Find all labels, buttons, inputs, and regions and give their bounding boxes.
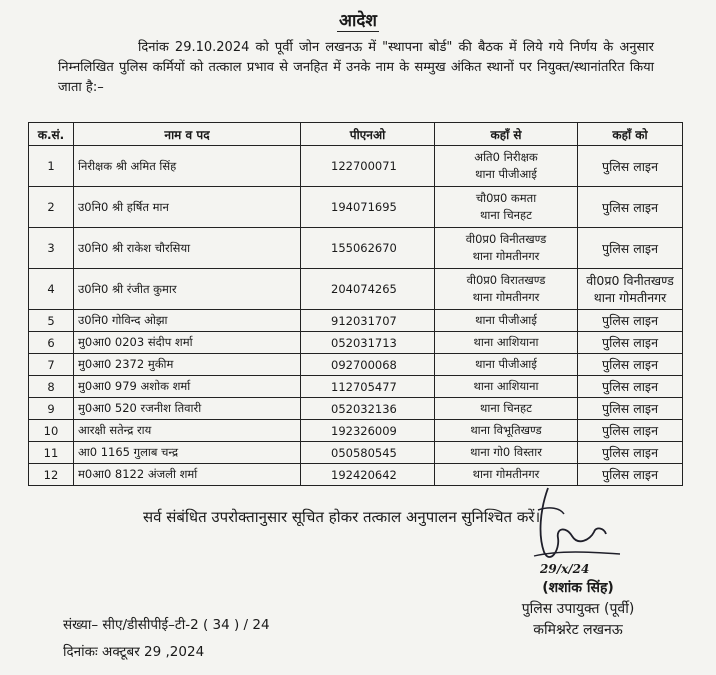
cell-to-line: पुलिस लाइन bbox=[601, 379, 659, 394]
cell-name-post: आरक्षी सतेन्द्र राय bbox=[74, 420, 301, 442]
reference-date: दिनांकः अक्टूबर 29 ,2024 bbox=[63, 644, 205, 660]
cell-to bbox=[578, 228, 683, 269]
officer-name: (शशांक सिंह) bbox=[542, 580, 614, 596]
cell-from-line: थाना गोमतीनगर bbox=[472, 249, 540, 263]
cell-to bbox=[578, 332, 683, 354]
cell-pno: 204074265 bbox=[301, 269, 435, 310]
table-row bbox=[29, 376, 683, 398]
order-heading: आदेश bbox=[339, 11, 377, 31]
cell-pno: 912031707 bbox=[301, 310, 435, 332]
cell-to-line: पुलिस लाइन bbox=[601, 199, 659, 215]
cell-from-line: वी0प्र0 विनीतखण्ड bbox=[465, 232, 547, 246]
cell-to-line: पुलिस लाइन bbox=[601, 240, 659, 256]
cell-name-post: उ0नि0 गोविन्द ओझा bbox=[74, 310, 301, 332]
cell-serial: 6 bbox=[29, 332, 74, 354]
cell-from-line: थाना गोमतीनगर bbox=[472, 467, 540, 481]
cell-serial: 5 bbox=[29, 310, 74, 332]
cell-name-post: मु0आ0 0203 संदीप शर्मा bbox=[74, 332, 301, 354]
table-row bbox=[29, 187, 683, 228]
table-row bbox=[29, 398, 683, 420]
cell-from-line: थाना विभूतिखण्ड bbox=[470, 423, 542, 437]
cell-from bbox=[435, 187, 578, 228]
cell-from-line: अति0 निरीक्षक bbox=[474, 150, 538, 164]
cell-from-line: वी0प्र0 विरातखण्ड bbox=[466, 273, 546, 287]
cell-to-line: पुलिस लाइन bbox=[601, 445, 659, 460]
cell-from-line: थाना गो0 विस्तार bbox=[470, 445, 542, 459]
cell-pno: 122700071 bbox=[301, 146, 435, 187]
cell-from bbox=[435, 398, 578, 420]
cell-name-post: निरीक्षक श्री अमित सिंह bbox=[74, 146, 301, 187]
officer-designation: पुलिस उपायुक्त (पूर्वी) bbox=[521, 601, 635, 617]
cell-from bbox=[435, 228, 578, 269]
cell-name-post: उ0नि0 श्री रंजीत कुमार bbox=[74, 269, 301, 310]
cell-to bbox=[578, 442, 683, 464]
cell-serial: 3 bbox=[29, 228, 74, 269]
cell-pno: 192420642 bbox=[301, 464, 435, 486]
cell-to bbox=[578, 398, 683, 420]
header-to: कहाँ को bbox=[578, 123, 683, 146]
table-row bbox=[29, 269, 683, 310]
cell-name-post: म0आ0 8122 अंजली शर्मा bbox=[74, 464, 301, 486]
cell-serial: 10 bbox=[29, 420, 74, 442]
cell-to-line: पुलिस लाइन bbox=[601, 357, 659, 372]
cell-serial: 7 bbox=[29, 354, 74, 376]
cell-pno: 194071695 bbox=[301, 187, 435, 228]
cell-from bbox=[435, 269, 578, 310]
cell-to bbox=[578, 269, 683, 310]
reference-block bbox=[63, 612, 270, 666]
cell-from bbox=[435, 332, 578, 354]
cell-from bbox=[435, 354, 578, 376]
cell-from bbox=[435, 442, 578, 464]
header-serial: क.सं. bbox=[29, 123, 74, 146]
cell-to-line: पुलिस लाइन bbox=[601, 158, 659, 174]
cell-serial: 4 bbox=[29, 269, 74, 310]
cell-pno: 155062670 bbox=[301, 228, 435, 269]
header-from: कहाँ से bbox=[435, 123, 578, 146]
cell-to-line: पुलिस लाइन bbox=[601, 467, 659, 482]
cell-serial: 9 bbox=[29, 398, 74, 420]
table-row bbox=[29, 420, 683, 442]
cell-pno: 052031713 bbox=[301, 332, 435, 354]
cell-serial: 12 bbox=[29, 464, 74, 486]
cell-to-line: पुलिस लाइन bbox=[601, 313, 659, 328]
cell-to-line: पुलिस लाइन bbox=[601, 423, 659, 438]
cell-pno: 112705477 bbox=[301, 376, 435, 398]
cell-pno: 092700068 bbox=[301, 354, 435, 376]
closing-instruction: सर्व संबंधित उपरोक्तानुसार सूचित होकर तत्काल अनुपालन सुनिश्चित करें। bbox=[143, 508, 541, 526]
cell-serial: 2 bbox=[29, 187, 74, 228]
cell-from-line: थाना पीजीआई bbox=[475, 313, 537, 327]
order-intro-paragraph: दिनांक 29.10.2024 को पूर्वी जोन लखनऊ में "स्थापना बोर्ड" की बैठक में लिये गये निर्णय के अनुसार निम्नलिखित पुलिस कर्मियों को तत्काल प्रभाव से जनहित में उनके नाम के सम्मुख अंकित स्थानों पर नियुक्त/स्थानांतरित किया जाता है:– bbox=[58, 40, 654, 95]
cell-from bbox=[435, 310, 578, 332]
cell-to bbox=[578, 420, 683, 442]
cell-to bbox=[578, 310, 683, 332]
cell-pno: 050580545 bbox=[301, 442, 435, 464]
cell-serial: 11 bbox=[29, 442, 74, 464]
cell-name-post: मु0आ0 2372 मुकीम bbox=[74, 354, 301, 376]
table-row bbox=[29, 146, 683, 187]
table-row bbox=[29, 442, 683, 464]
table-body bbox=[29, 146, 683, 486]
cell-from-line: थाना आशियाना bbox=[473, 379, 539, 393]
cell-from-line: चौ0प्र0 कमता bbox=[475, 191, 537, 205]
cell-name-post: उ0नि0 श्री राकेश चौरसिया bbox=[74, 228, 301, 269]
cell-name-post: मु0आ0 520 रजनीश तिवारी bbox=[74, 398, 301, 420]
signing-officer-block bbox=[488, 578, 668, 641]
cell-from-line: थाना पीजीआई bbox=[475, 167, 537, 181]
cell-serial: 1 bbox=[29, 146, 74, 187]
cell-from bbox=[435, 420, 578, 442]
officer-office: कमिश्नरेट लखनऊ bbox=[533, 622, 623, 638]
cell-serial: 8 bbox=[29, 376, 74, 398]
table-row bbox=[29, 228, 683, 269]
cell-to bbox=[578, 354, 683, 376]
table-header-row bbox=[29, 123, 683, 146]
transfer-table bbox=[28, 122, 683, 486]
cell-to bbox=[578, 187, 683, 228]
cell-from-line: थाना पीजीआई bbox=[475, 357, 537, 371]
cell-name-post: मु0आ0 979 अशोक शर्मा bbox=[74, 376, 301, 398]
header-name-post: नाम व पद bbox=[74, 123, 301, 146]
cell-pno: 192326009 bbox=[301, 420, 435, 442]
cell-to-line: पुलिस लाइन bbox=[601, 335, 659, 350]
cell-from-line: थाना चिनहट bbox=[480, 208, 532, 222]
cell-name-post: आ0 1165 गुलाब चन्द्र bbox=[74, 442, 301, 464]
cell-to-line: थाना गोमतीनगर bbox=[593, 290, 667, 305]
cell-from bbox=[435, 376, 578, 398]
cell-to bbox=[578, 376, 683, 398]
signature-date-note: 29/x/24 bbox=[540, 562, 590, 576]
cell-to-line: पुलिस लाइन bbox=[601, 401, 659, 416]
table-row bbox=[29, 354, 683, 376]
reference-number: संख्या– सीए/डीसीपीई–टी-2 ( 34 ) / 24 bbox=[63, 617, 270, 633]
cell-from bbox=[435, 146, 578, 187]
handwritten-signature bbox=[520, 480, 630, 570]
cell-name-post: उ0नि0 श्री हर्षित मान bbox=[74, 187, 301, 228]
cell-from-line: थाना आशियाना bbox=[473, 335, 539, 349]
table-row bbox=[29, 310, 683, 332]
header-pno: पीएनओ bbox=[301, 123, 435, 146]
cell-from-line: थाना गोमतीनगर bbox=[472, 290, 540, 304]
table-row bbox=[29, 332, 683, 354]
cell-to-line: वी0प्र0 विनीतखण्ड bbox=[586, 273, 674, 288]
cell-to bbox=[578, 146, 683, 187]
cell-pno: 052032136 bbox=[301, 398, 435, 420]
cell-from-line: थाना चिनहट bbox=[480, 401, 532, 415]
